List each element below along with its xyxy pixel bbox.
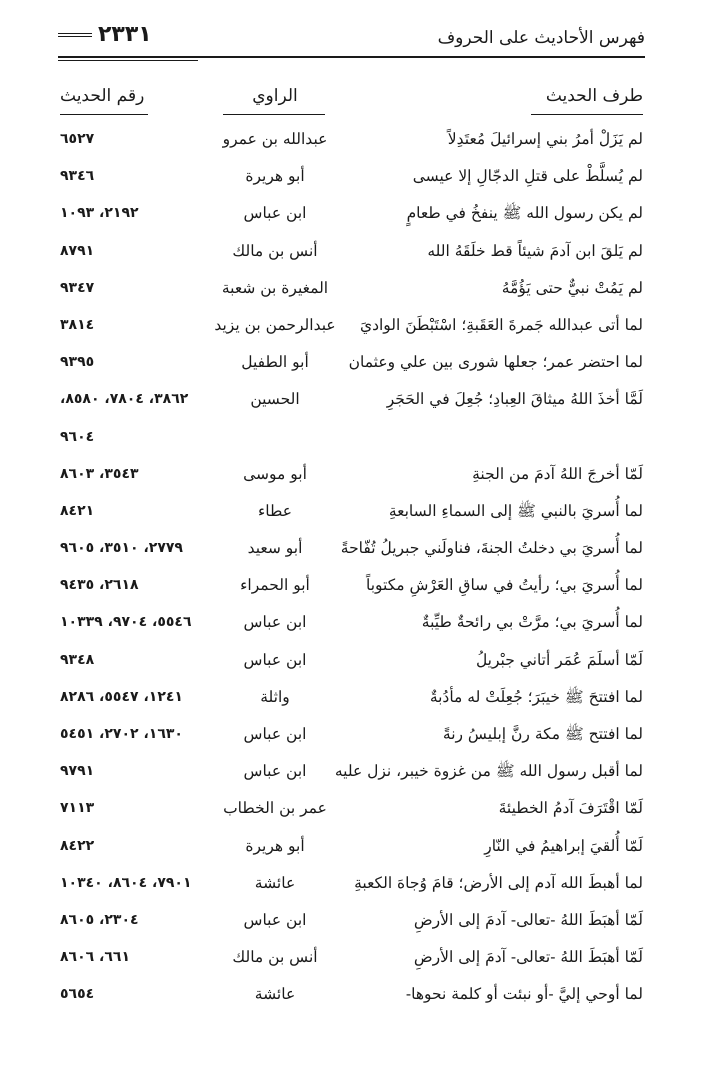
table-row [60,120,643,157]
table-row [60,232,643,269]
table-row [60,641,643,678]
header-rule [58,56,645,58]
hadith-text: لما أهبطَ الله آدم إلى الأرض؛ قامَ وُجاهَ الكعبةِ [354,873,643,892]
table-row [60,566,643,603]
column-header-underline [60,114,148,115]
hadith-number: ٩٣٤٧ [60,279,95,296]
column-header-underline [223,114,325,115]
hadith-text: لَمّا أُلقيَ إبراهيمُ في النّارِ [484,836,643,855]
table-row [60,678,643,715]
narrator-name: عائشة [254,985,296,1004]
hadith-text: لما أوحي إليَّ -أو نبئت أو كلمة نحوها- [405,985,643,1004]
table-row [60,603,643,640]
table-row [60,789,643,826]
hadith-number: ٩٣٤٨ [60,651,95,668]
column-header-number: رقم الحديث [60,86,145,106]
hadith-number: ٥٦٥٤ [60,986,95,1003]
table-row [60,343,643,380]
table-row [60,194,643,231]
hadith-number: ٢٧٧٩، ٣٥١٠، ٩٦٠٥ [60,540,183,557]
narrator-name: ابن عباس [243,762,307,781]
table-row [60,901,643,938]
hadith-number: ٢٦١٨، ٩٤٣٥ [60,577,139,594]
hadith-number: ٦٥٢٧ [60,131,95,147]
narrator-name: أبو الطفيل [241,353,309,372]
hadith-text: لم يَمُتْ نبيٌّ حتى يَؤُمَّهُ [501,278,643,297]
table-row [60,306,643,343]
hadith-text: لما أقبل رسول الله ﷺ من غزوة خيبر، نزل عليه [334,762,643,781]
hadith-number: ٩٣٤٦ [60,168,95,185]
hadith-number: ٣٨١٤ [60,316,95,333]
hadith-text: لما أُسريَ بي دخلتُ الجنةَ، فناولَني جبريلُ تُفّاحةً [340,539,643,558]
hadith-number: ٢٣٠٤، ٨٦٠٥ [60,911,139,928]
hadith-number: ٩٣٩٥ [60,354,95,371]
table-row [60,975,643,1012]
table-row [60,455,643,492]
narrator-name: عبدالله بن عمرو [222,130,328,148]
narrator-name: أنس بن مالك [232,948,318,967]
hadith-text: لم يكن رسول الله ﷺ ينفخُ في طعامٍ [406,204,643,223]
hadith-text: لما أُسريَ بي؛ رأيتُ في ساقِ العَرْشِ مكتوباً [366,576,643,595]
hadith-number: ٢١٩٢، ١٠٩٣ [60,205,139,222]
hadith-number: ٨٤٢٢ [60,837,95,854]
hadith-text: لما افتتح ﷺ مكة رنَّ إبليسُ رنةً [442,725,643,743]
header-rule-secondary [58,60,198,61]
column-header-underline [531,114,643,115]
table-row [60,380,643,417]
column-header-hadith: طرف الحديث [545,86,643,106]
narrator-name: أبو هريرة [245,836,305,855]
hadith-text: لما احتضر عمر؛ جعلها شورى بين علي وعثمان [348,353,643,372]
running-head [58,22,645,60]
hadith-text: لَمّا أهبَطَ اللهُ -تعالى- آدمَ إلى الأرضِ [413,910,643,929]
hadith-number: ٩٧٩١ [60,763,95,780]
hadith-number: ٨٧٩١ [60,242,95,259]
narrator-name: ابن عباس [243,613,307,632]
hadith-number: ١٢٤١، ٥٥٤٧، ٨٢٨٦ [60,688,183,705]
table-row [60,529,643,566]
narrator-name: ابن عباس [243,725,307,743]
narrator-name: ابن عباس [243,910,307,929]
narrator-name: عمر بن الخطاب [223,799,327,818]
table-row [60,715,643,752]
hadith-text: لما أُسريَ بي؛ مرَّتْ بي رائحةٌ طيِّبةٌ [421,613,643,632]
hadith-number: ٩٦٠٤ [60,428,95,445]
hadith-text: لَمّا اقْتَرَفَ آدمُ الخطيئةَ [498,799,643,818]
table-row [60,752,643,789]
hadith-number: ٨٤٢١ [60,502,95,519]
table-row [60,938,643,975]
hadith-number: ٦٦١، ٨٦٠٦ [60,949,131,966]
hadith-number: ٧١١٣ [60,800,95,817]
narrator-name: أنس بن مالك [232,241,318,260]
hadith-text: لم يُسلَّطْ على قتلِ الدجّالِ إلا عيسى [412,167,643,186]
table-row [60,492,643,529]
narrator-name: أبو الحمراء [240,576,310,595]
hadith-number: ١٦٣٠، ٢٧٠٢، ٥٤٥١ [60,726,183,742]
narrator-name: ابن عباس [243,204,307,223]
table-row [60,157,643,194]
hadith-text: لما افتتحَ ﷺ خيبَرَ؛ جُعِلَتْ له مأدُبةٌ [429,687,643,706]
narrator-name: عبدالرحمن بن يزيد [214,315,336,334]
narrator-name: أبو موسى [243,464,307,483]
table-row [60,864,643,901]
narrator-name: المغيرة بن شعبة [221,278,329,297]
narrator-name: أبو سعيد [247,539,303,558]
narrator-name: أبو هريرة [245,167,305,186]
hadith-number: ٣٥٤٣، ٨٦٠٣ [60,465,139,482]
hadith-text: لَمّا أسلَمَ عُمَر أتاني جبْريلُ [475,650,643,669]
page-number: ٢٣٣١ [58,22,158,47]
hadith-index-table [60,120,643,1013]
running-head-title: فهرس الأحاديث على الحروف [437,28,645,48]
narrator-name: عائشة [254,873,296,892]
hadith-number: ٥٥٤٦، ٩٧٠٤، ١٠٣٣٩ [60,614,192,631]
narrator-name: واثلة [260,687,290,706]
hadith-text: لَمّا أهبَطَ اللهُ -تعالى- آدمَ إلى الأرضِ [413,948,643,967]
hadith-text: لما أُسريَ بالنبي ﷺ إلى السماءِ السابعةِ [388,501,643,520]
hadith-text: لما أتى عبدالله جَمرةَ العَقَبةِ؛ اسْتَبْطَنَ الواديَ [359,315,643,334]
column-headers [60,86,643,122]
table-row [60,269,643,306]
narrator-name: الحسين [250,390,300,409]
hadith-number: ٣٨٦٢، ٧٨٠٤، ٨٥٨٠، [60,391,189,408]
hadith-text: لم يَلقَ ابن آدمَ شيئاً قط خلَقَهُ الله [427,241,643,260]
narrator-name: عطاء [258,501,292,520]
hadith-number: ٧٩٠١، ٨٦٠٤، ١٠٣٤٠ [60,874,192,891]
table-row [60,418,643,455]
hadith-text: لم يَزَلْ أمرُ بني إسرائيلَ مُعتَدِلاً [447,130,643,148]
hadith-text: لَمّا أخرجَ اللهُ آدمَ من الجنةِ [472,464,643,483]
narrator-name: ابن عباس [243,650,307,669]
table-row [60,827,643,864]
hadith-text: لَمَّا أخذَ اللهُ ميثاقَ العِبادِ؛ جُعِلَ في الحَجَرِ [386,390,643,409]
column-header-narrator: الراوي [252,86,298,106]
